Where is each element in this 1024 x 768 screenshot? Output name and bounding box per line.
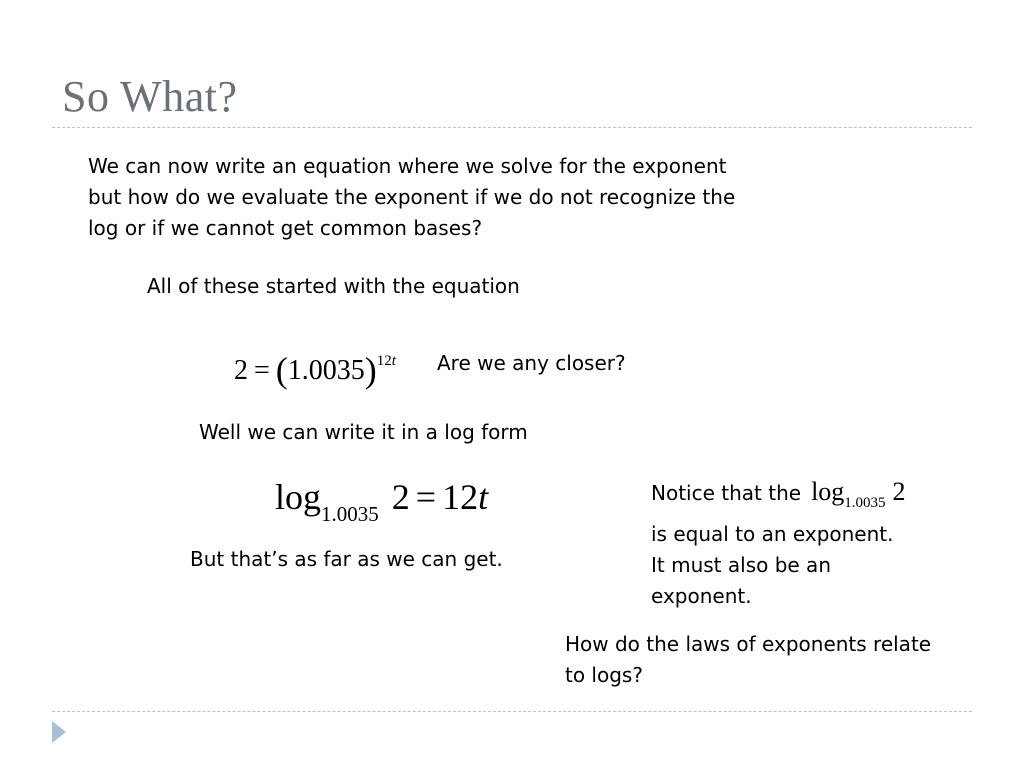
intro-line-1: We can now write an equation where we solve for the exponent	[88, 154, 727, 178]
eq2-rhs-coef: 12	[442, 477, 479, 517]
notice-paragraph	[651, 476, 906, 612]
notice-log-arg: 2	[892, 477, 906, 506]
notice-log-expression	[811, 476, 905, 519]
exponential-equation	[234, 343, 396, 389]
eq2-rhs-var: t	[478, 477, 489, 517]
eq2-equals: =	[415, 477, 437, 517]
slide-title: So What?	[62, 72, 238, 121]
eq1-exponent	[377, 353, 396, 369]
eq1-exp-var: t	[391, 353, 396, 369]
notice-line-2: is equal to an exponent.	[651, 522, 894, 546]
eq1-left-paren: (	[275, 350, 288, 390]
play-arrow-icon	[52, 721, 66, 743]
intro-line-2: but how do we evaluate the exponent if we do not recognize the	[88, 185, 736, 209]
notice-line-4: exponent.	[651, 584, 752, 608]
laws-line-2: to logs?	[565, 663, 643, 687]
eq1-lhs: 2	[234, 355, 248, 386]
laws-question	[565, 629, 931, 691]
laws-line-1: How do the laws of exponents relate	[565, 632, 932, 656]
log-equation	[275, 475, 488, 536]
log-form-text: Well we can write it in a log form	[199, 420, 528, 444]
intro-line-3: log or if we cannot get common bases?	[88, 216, 483, 240]
eq1-base: 1.0035	[287, 355, 365, 386]
eq2-log: log	[275, 477, 322, 517]
eq2-arg: 2	[391, 477, 410, 517]
as-far-text: But that’s as far as we can get.	[190, 547, 503, 571]
notice-prefix: Notice that the	[651, 481, 802, 505]
closer-question: Are we any closer?	[437, 351, 626, 375]
eq2-base: 1.0035	[321, 502, 379, 526]
notice-log-base: 1.0035	[844, 495, 886, 511]
eq1-equals: =	[254, 355, 270, 386]
eq1-exp-coef: 12	[376, 353, 392, 369]
footer-divider	[52, 711, 972, 712]
eq1-right-paren: )	[364, 350, 377, 390]
notice-log: log	[811, 477, 845, 506]
notice-line-3: It must also be an	[651, 553, 831, 577]
notice-line-1	[651, 476, 906, 519]
started-with-text: All of these started with the equation	[147, 274, 520, 298]
title-divider	[52, 127, 972, 128]
intro-paragraph	[88, 151, 735, 244]
